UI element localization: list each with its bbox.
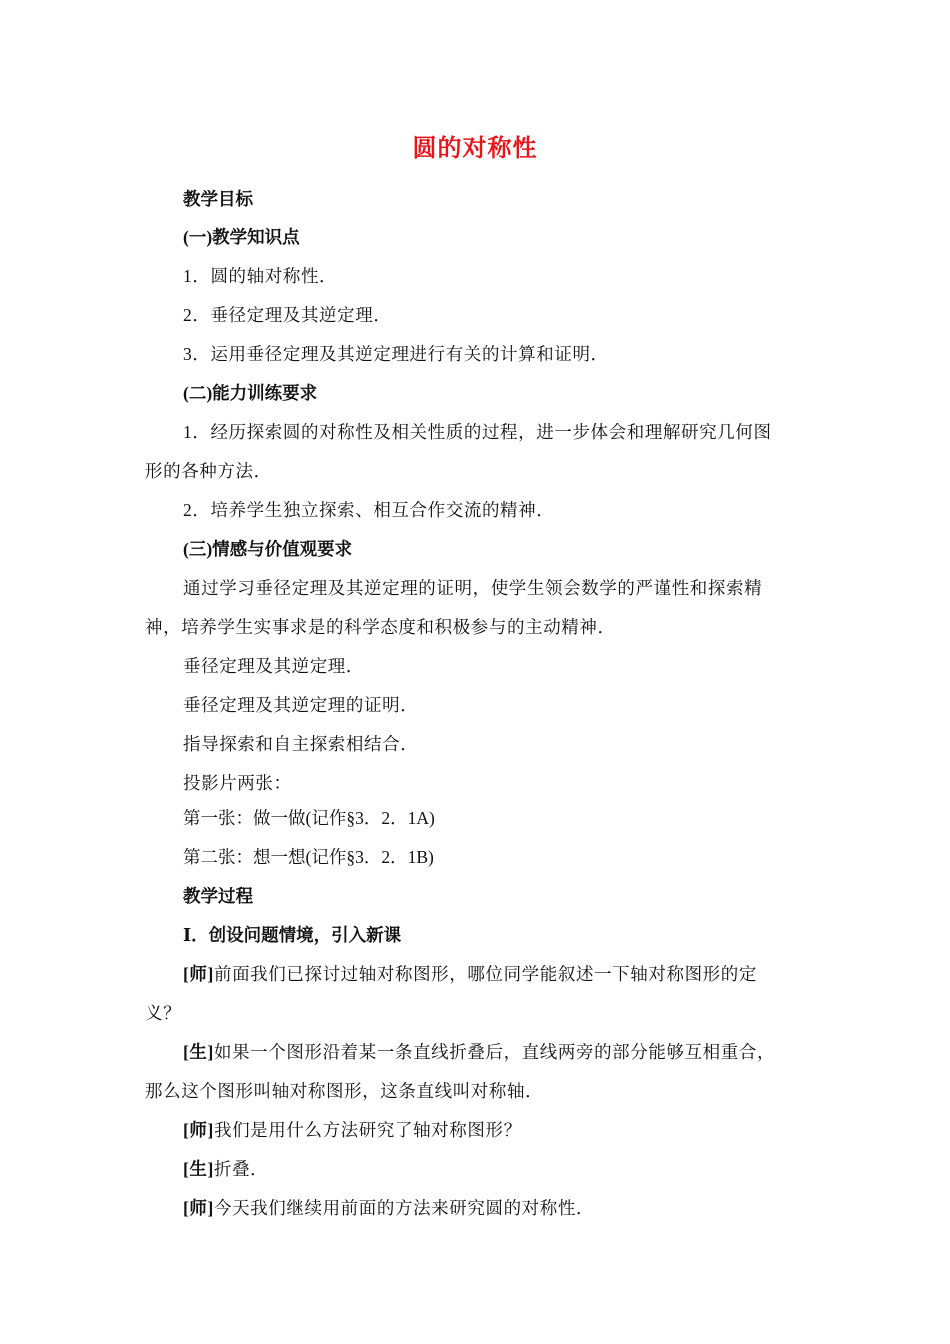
subheading-knowledge-points: (一)教学知识点: [183, 227, 300, 247]
dialogue-line: [183, 1039, 775, 1065]
dialogue-line: [183, 1156, 268, 1182]
paragraph-line: 神，培养学生实事求是的科学态度和积极参与的主动精神．: [145, 617, 616, 637]
paragraph-line: 指导探索和自主探索相结合．: [183, 734, 419, 754]
paragraph-line: 1．圆的轴对称性．: [183, 266, 338, 286]
paragraph-line: 那么这个图形叫轴对称图形，这条直线叫对称轴．: [145, 1081, 544, 1101]
paragraph-line: 垂径定理及其逆定理的证明．: [183, 695, 419, 715]
dialogue-text: 今天我们继续用前面的方法来研究圆的对称性．: [213, 1198, 595, 1218]
speaker-tag-teacher: [师]: [183, 1120, 214, 1140]
speaker-tag-student: [生]: [183, 1042, 214, 1062]
paragraph-line: 第二张：想一想(记作§3．2．1B): [183, 847, 434, 867]
paragraph-line: 通过学习垂径定理及其逆定理的证明，使学生领会数学的严谨性和探索精: [183, 578, 763, 598]
paragraph-line: 2．培养学生独立探索、相互合作交流的精神．: [183, 500, 555, 520]
heading-teaching-goals: 教学目标: [183, 189, 253, 209]
speaker-tag-teacher: [师]: [183, 1198, 214, 1218]
paragraph-line: 1．经历探索圆的对称性及相关性质的过程，进一步体会和理解研究几何图: [183, 422, 772, 442]
paragraph-line: 义？: [145, 1003, 182, 1023]
paragraph-line: 3．运用垂径定理及其逆定理进行有关的计算和证明．: [183, 344, 609, 364]
dialogue-line: [183, 961, 757, 987]
paragraph-line: 投影片两张：: [183, 773, 292, 793]
paragraph-line: 垂径定理及其逆定理．: [183, 656, 364, 676]
dialogue-line: [183, 1195, 594, 1221]
dialogue-text: 折叠．: [213, 1159, 269, 1179]
dialogue-line: [183, 1117, 522, 1143]
dialogue-text: 前面我们已探讨过轴对称图形，哪位同学能叙述一下轴对称图形的定: [213, 964, 757, 984]
paragraph-line: 形的各种方法．: [145, 461, 272, 481]
document-title: 圆的对称性: [412, 136, 538, 162]
dialogue-text: 如果一个图形沿着某一条直线折叠后，直线两旁的部分能够互相重合，: [213, 1042, 776, 1062]
paragraph-line: 2．垂径定理及其逆定理．: [183, 305, 392, 325]
speaker-tag-student: [生]: [183, 1159, 214, 1179]
speaker-tag-teacher: [师]: [183, 964, 214, 984]
subheading-ability-training: (二)能力训练要求: [183, 383, 318, 403]
heading-teaching-process: 教学过程: [183, 886, 253, 906]
subheading-emotion-values: (三)情感与价值观要求: [183, 539, 353, 559]
dialogue-text: 我们是用什么方法研究了轴对称图形？: [213, 1120, 522, 1140]
subheading-section-1: Ⅰ．创设问题情境，引入新课: [183, 925, 402, 945]
paragraph-line: 第一张：做一做(记作§3．2．1A): [183, 808, 435, 828]
